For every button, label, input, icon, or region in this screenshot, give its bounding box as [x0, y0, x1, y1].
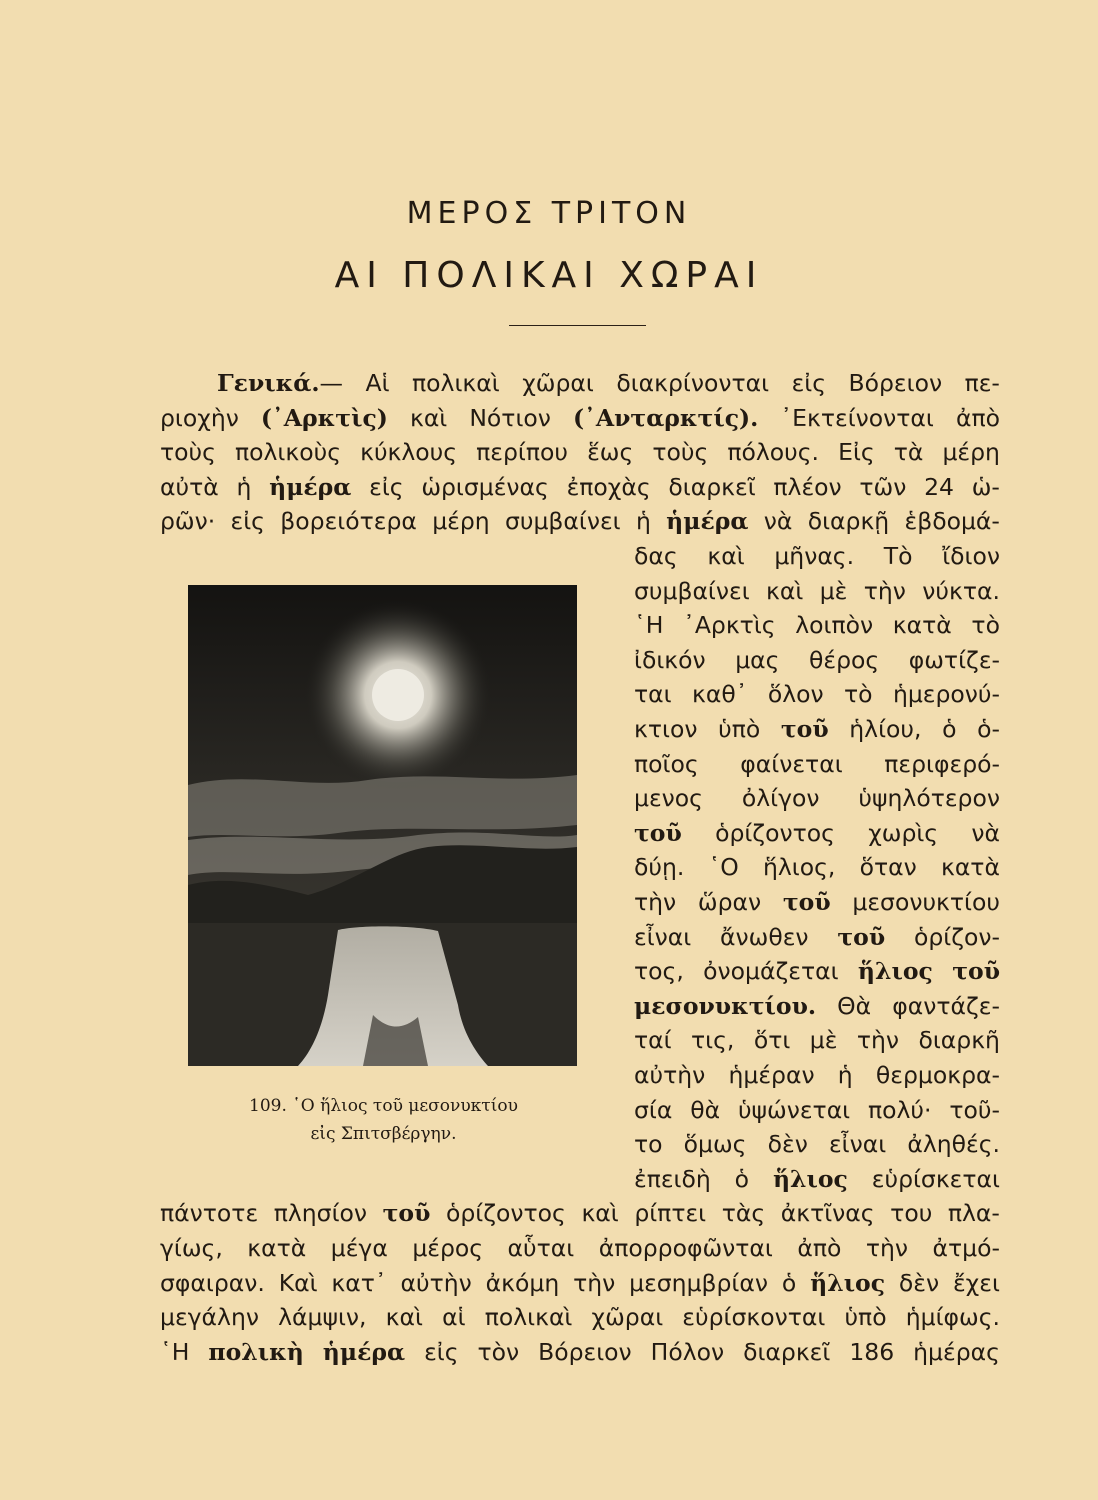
- text-line: ρῶν· εἰς βορειότερα μέρη συμβαίνει ἡ ἡμέρα νὰ διαρκῇ ἑβδομά-: [160, 507, 1000, 536]
- figure-caption-line-1: 109. ῾Ο ἥλιος τοῦ μεσονυκτίου: [249, 1096, 518, 1116]
- text-line: ριοχὴν (᾿Αρκτὶς) καὶ Νότιον (᾿Ανταρκτίς). ᾿Εκτείνονται ἀπὸ: [160, 403, 1000, 432]
- text-line: ποῖος φαίνεται περιφερό-: [634, 749, 1000, 778]
- text-line: ταί τις, ὅτι μὲ τὴν διαρκῆ: [634, 1026, 1000, 1055]
- part-title: ΜΕΡΟΣ ΤΡΙΤΟΝ: [406, 196, 692, 231]
- text-line: μεγάλην λάμψιν, καὶ αἱ πολικαὶ χῶραι εὑρίσκονται ὑπὸ ἡμίφως.: [160, 1303, 1000, 1332]
- text-line: τὴν ὥραν τοῦ μεσονυκτίου: [634, 888, 1000, 916]
- text-line: αὐτὰ ἡ ἡμέρα εἰς ὡρισμένας ἐποχὰς διαρκεῖ πλέον τῶν 24 ὡ-: [160, 472, 1000, 501]
- text-line: σφαιραν. Καὶ κατ᾿ αὐτὴν ἀκόμη τὴν μεσημβρίαν ὁ ἥλιος δὲν ἔχει: [160, 1268, 1000, 1297]
- chapter-title: ΑΙ ΠΟΛΙΚΑΙ ΧΩΡΑΙ: [334, 255, 764, 296]
- figure-caption-line-2: εἰς Σπιτσβέργην.: [310, 1124, 457, 1144]
- text-line: τοῦ ὁρίζοντος χωρὶς νὰ: [634, 818, 1000, 847]
- text-line: τοὺς πολικοὺς κύκλους περίπου ἕως τοὺς πόλους. Εἰς τὰ μέρη: [160, 438, 1000, 467]
- text-line: μεσονυκτίου. Θὰ φαντάζε-: [634, 991, 1000, 1020]
- text-line: συμβαίνει καὶ μὲ τὴν νύκτα.: [634, 576, 1000, 605]
- text-line: γίως, κατὰ μέγα μέρος αὗται ἀπορροφῶνται ἀπὸ τὴν ἀτμό-: [160, 1234, 1000, 1262]
- text-line: ται καθ᾿ ὅλον τὸ ἡμερονύ-: [634, 680, 1000, 709]
- text-line: ῾Η πολικὴ ἡμέρα εἰς τὸν Βόρειον Πόλον διαρκεῖ 186 ἡμέρας: [160, 1337, 1000, 1366]
- lead-term: Γενικά.: [217, 369, 320, 397]
- text-line: πάντοτε πλησίον τοῦ ὁρίζοντος καὶ ρίπτει τὰς ἀκτῖνας του πλα-: [160, 1199, 1000, 1228]
- text-line: μενος ὀλίγον ὑψηλότερον: [634, 784, 1000, 813]
- midnight-sun-photo: [188, 585, 577, 1066]
- text-line: ἰδικόν μας θέρος φωτίζε-: [634, 645, 1000, 674]
- text-line: δύῃ. ῾Ο ἥλιος, ὅταν κατὰ: [634, 853, 1000, 882]
- text-line: κτιον ὑπὸ τοῦ ἡλίου, ὁ ὁ-: [634, 715, 1000, 743]
- midnight-sun-image: [188, 585, 577, 1066]
- text-line: δας καὶ μῆνας. Τὸ ἴδιον: [634, 542, 1000, 570]
- text-line: τος, ὀνομάζεται ἥλιος τοῦ: [634, 957, 1000, 986]
- text-line: το ὅμως δὲν εἶναι ἀληθές.: [634, 1130, 1000, 1159]
- title-divider: [509, 325, 646, 326]
- text-line: ἐπειδὴ ὁ ἥλιος εὑρίσκεται: [634, 1164, 1000, 1193]
- text-line: ῾Η ᾿Αρκτὶς λοιπὸν κατὰ τὸ: [634, 611, 1000, 640]
- text-line: σία θὰ ὑψώνεται πολύ· τοῦ-: [634, 1095, 1000, 1124]
- text-line: εἶναι ἄνωθεν τοῦ ὁρίζον-: [634, 922, 1000, 951]
- text-line: Γενικά.— Αἱ πολικαὶ χῶραι διακρίνονται εἰς Βόρειον πε-: [217, 369, 1000, 397]
- text-line: αὐτὴν ἡμέραν ἡ θερμοκρα-: [634, 1061, 1000, 1089]
